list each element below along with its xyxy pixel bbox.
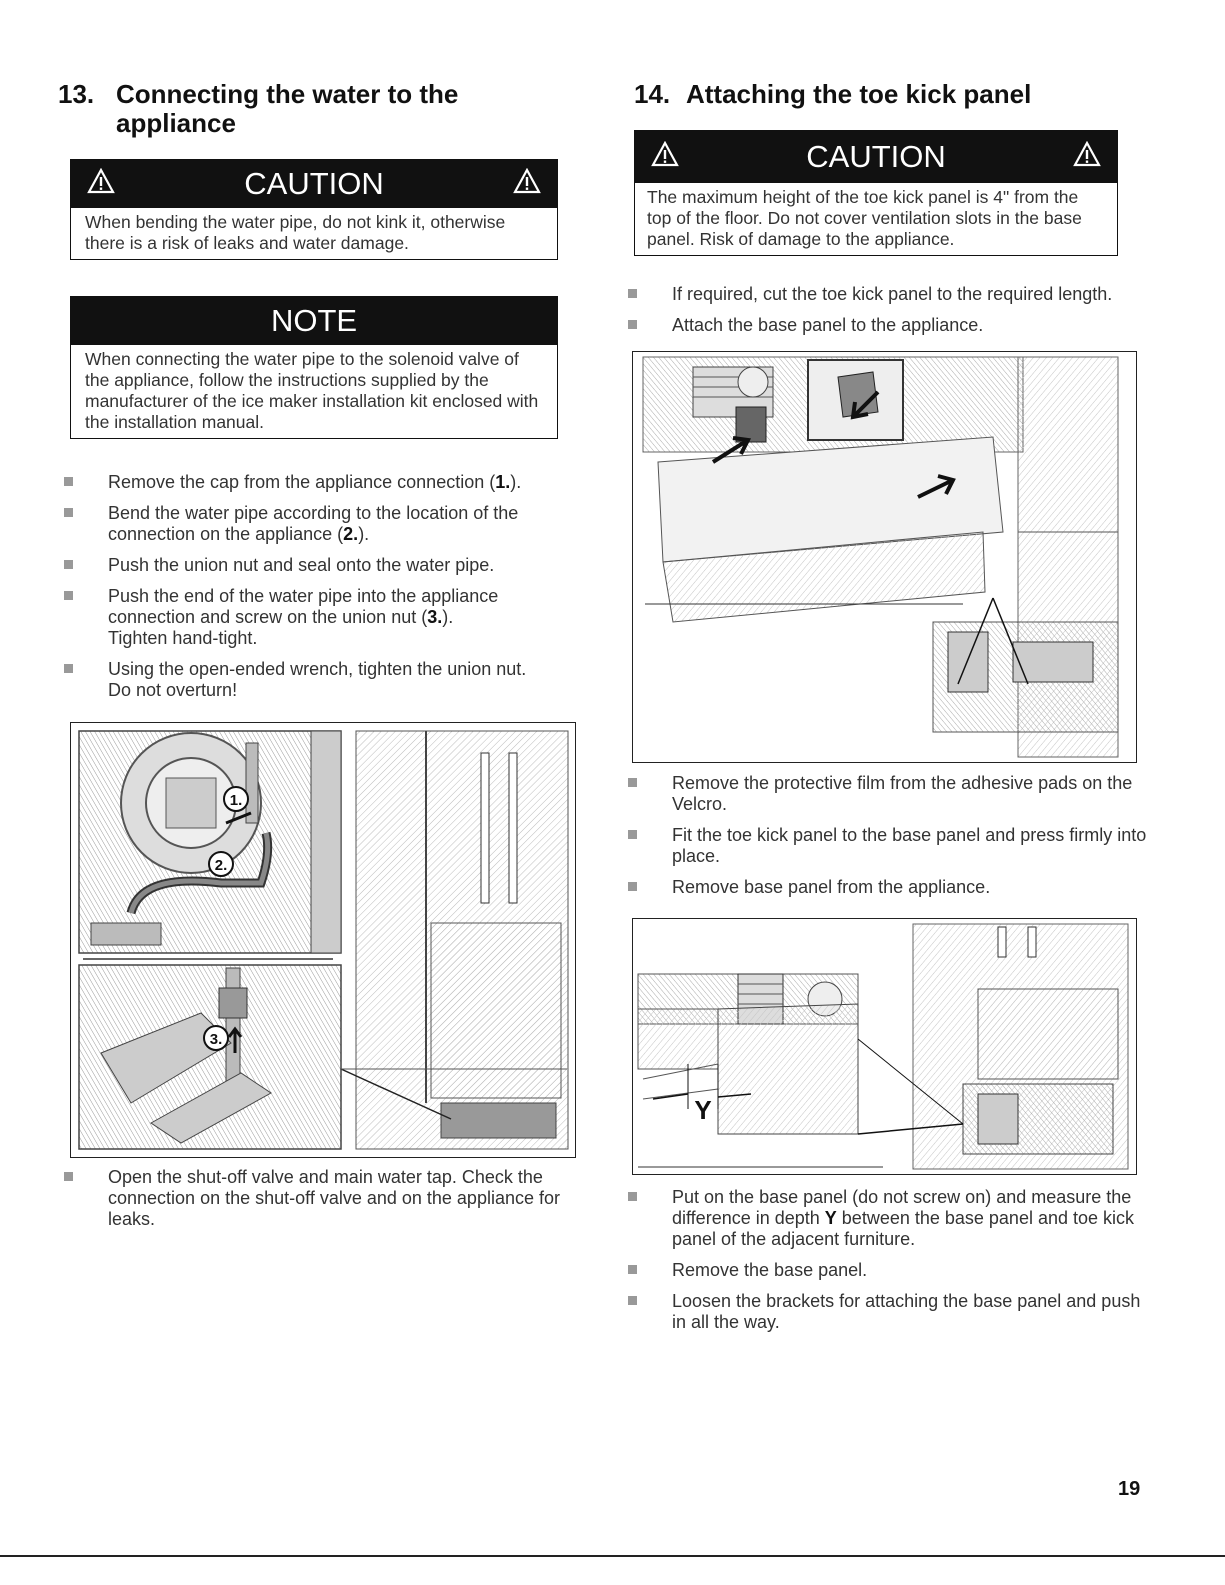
callout-2: 2. — [214, 857, 228, 874]
list-item: Push the end of the water pipe into the appliance connection and screw on the union nut (3.). Tighten hand-tight. — [70, 586, 570, 649]
square-bullet-icon — [628, 882, 637, 891]
page-number: 19 — [1118, 1478, 1141, 1500]
square-bullet-icon — [64, 508, 73, 517]
caution-box — [70, 159, 558, 260]
square-bullet-icon — [64, 560, 73, 569]
square-bullet-icon — [64, 591, 73, 600]
note-text: When connecting the water pipe to the solenoid valve of the appliance, follow the instructions supplied by the manufacturer of the ice maker installation kit enclosed with the installation manual. — [85, 349, 539, 432]
list-item: Remove the cap from the appliance connection (1.). — [70, 472, 570, 493]
square-bullet-icon — [628, 1296, 637, 1305]
title-line-2: appliance — [116, 108, 236, 138]
square-bullet-icon — [628, 289, 637, 298]
title-line-1: Connecting the water to the — [116, 79, 459, 109]
list-item: Remove the base panel. — [634, 1260, 1154, 1281]
caution-header — [635, 131, 1117, 183]
final-step — [70, 1167, 580, 1240]
depth-measurement-illustration — [632, 918, 1137, 1175]
list-item: Remove base panel from the appliance. — [634, 877, 1154, 898]
note-header — [71, 297, 557, 345]
list-item: Fit the toe kick panel to the base panel and press firmly into place. — [634, 825, 1154, 867]
square-bullet-icon — [628, 1265, 637, 1274]
list-item: Put on the base panel (do not screw on) and measure the difference in depth Y between the base panel and toe kick panel of the adjacent furniture. — [634, 1187, 1154, 1250]
caution-label: CAUTION — [244, 166, 384, 201]
bottom-divider — [0, 1555, 1225, 1557]
warning-triangle-icon — [513, 160, 541, 208]
square-bullet-icon — [64, 664, 73, 673]
caution-text: When bending the water pipe, do not kink it, otherwise there is a risk of leaks and water damage. — [85, 212, 506, 253]
list-item: Attach the base panel to the appliance. — [634, 315, 1154, 336]
connection-steps — [70, 472, 570, 711]
list-item: Open the shut-off valve and main water tap. Check the connection on the shut-off valve and on the appliance for leaks. — [70, 1167, 580, 1230]
note-label: NOTE — [270, 303, 358, 338]
caution-header — [71, 160, 557, 208]
list-item: Loosen the brackets for attaching the base panel and push in all the way. — [634, 1291, 1154, 1333]
section-number: 13. — [58, 79, 95, 109]
section-14-title — [634, 80, 1154, 109]
note-box — [70, 296, 558, 439]
callout-3: 3. — [209, 1031, 223, 1048]
list-item: If required, cut the toe kick panel to the required length. — [634, 284, 1154, 305]
caution-label: CAUTION — [806, 139, 946, 174]
toe-kick-steps-b — [634, 773, 1154, 908]
caution-box — [634, 130, 1118, 256]
list-item: Bend the water pipe according to the location of the connection on the appliance (2.). — [70, 503, 570, 545]
base-panel-illustration — [632, 351, 1137, 763]
toe-kick-steps-a — [634, 284, 1154, 346]
square-bullet-icon — [628, 320, 637, 329]
list-item: Remove the protective film from the adhesive pads on the Velcro. — [634, 773, 1154, 815]
square-bullet-icon — [628, 1192, 637, 1201]
title-text: Attaching the toe kick panel — [686, 79, 1032, 109]
section-number: 14. — [634, 79, 671, 109]
square-bullet-icon — [64, 477, 73, 486]
water-connection-illustration — [70, 722, 576, 1158]
toe-kick-steps-c — [634, 1187, 1154, 1343]
warning-triangle-icon — [651, 131, 679, 183]
depth-y-label: Y — [694, 1095, 712, 1125]
warning-triangle-icon — [1073, 131, 1101, 183]
list-item: Push the union nut and seal onto the water pipe. — [70, 555, 570, 576]
callout-1: 1. — [229, 792, 243, 809]
section-13-title — [58, 79, 558, 138]
list-item: Using the open-ended wrench, tighten the union nut. Do not overturn! — [70, 659, 570, 701]
square-bullet-icon — [628, 778, 637, 787]
square-bullet-icon — [628, 830, 637, 839]
caution-text: The maximum height of the toe kick panel is 4" from the top of the floor. Do not cover ventilation slots in the base panel. Risk of damage to the appliance. — [647, 187, 1082, 249]
warning-triangle-icon — [87, 160, 115, 208]
square-bullet-icon — [64, 1172, 73, 1181]
